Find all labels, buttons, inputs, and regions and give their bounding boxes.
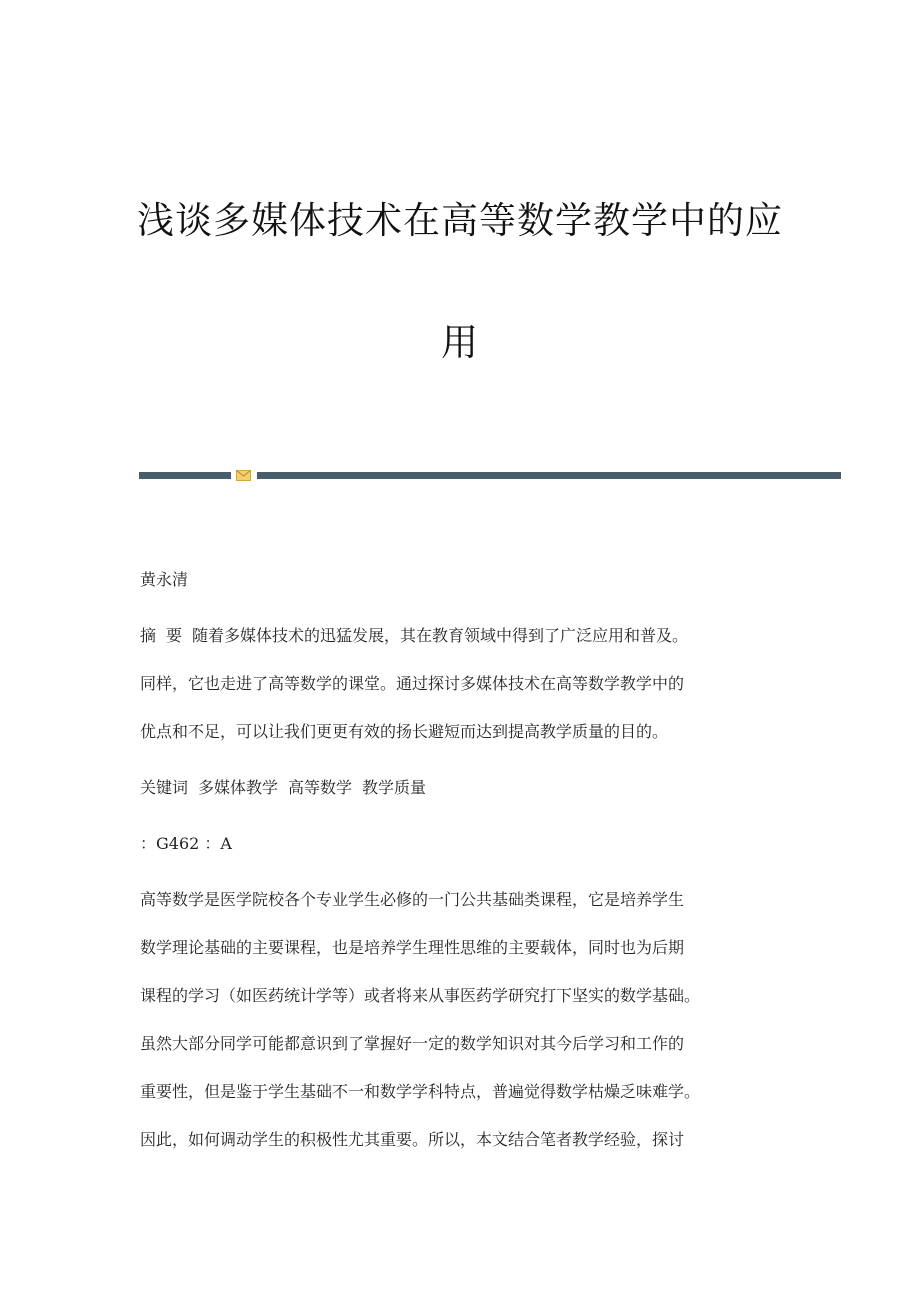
abstract-label-2: 要 (166, 626, 183, 645)
keywords-label: 关键词 (140, 778, 189, 797)
document-title-line-2: 用 (441, 321, 479, 364)
envelope-icon (236, 470, 251, 481)
author-name: 黄永清 (140, 570, 189, 589)
keyword-item: 多媒体教学 (198, 778, 279, 797)
title-divider (139, 470, 841, 480)
divider-bar-left (139, 472, 231, 479)
classification-code: ：G462 ：A (140, 834, 232, 853)
body-paragraph-line: 虽然大部分同学可能都意识到了掌握好一定的数学知识对其今后学习和工作的 (140, 1034, 685, 1053)
body-paragraph-line: 重要性，但是鉴于学生基础不一和数学学科特点，普遍觉得数学枯燥乏味难学。 (140, 1082, 701, 1101)
divider-bar-right (257, 472, 841, 479)
keyword-item: 教学质量 (362, 778, 427, 797)
body-paragraph-line: 数学理论基础的主要课程，也是培养学生理性思维的主要载体，同时也为后期 (140, 938, 685, 957)
abstract-line-1 (140, 626, 688, 646)
keywords-line (140, 778, 426, 798)
abstract-line-3: 优点和不足，可以让我们更更有效的扬长避短而达到提高教学质量的目的。 (140, 722, 669, 741)
document-title-line-1: 浅谈多媒体技术在高等数学教学中的应 (137, 199, 783, 242)
abstract-text-line-1: 随着多媒体技术的迅猛发展，其在教育领域中得到了广泛应用和普及。 (192, 626, 689, 645)
body-paragraph-line: 高等数学是医学院校各个专业学生必修的一门公共基础类课程，它是培养学生 (140, 890, 685, 909)
abstract-line-2: 同样，它也走进了高等数学的课堂。通过探讨多媒体技术在高等数学教学中的 (140, 674, 685, 693)
abstract-label-1: 摘 (140, 626, 157, 645)
keyword-item: 高等数学 (288, 778, 353, 797)
body-paragraph-line: 课程的学习（如医药统计学等）或者将来从事医药学研究打下坚实的数学基础。 (140, 986, 701, 1005)
body-paragraph-line: 因此，如何调动学生的积极性尤其重要。所以，本文结合笔者教学经验，探讨 (140, 1130, 685, 1149)
